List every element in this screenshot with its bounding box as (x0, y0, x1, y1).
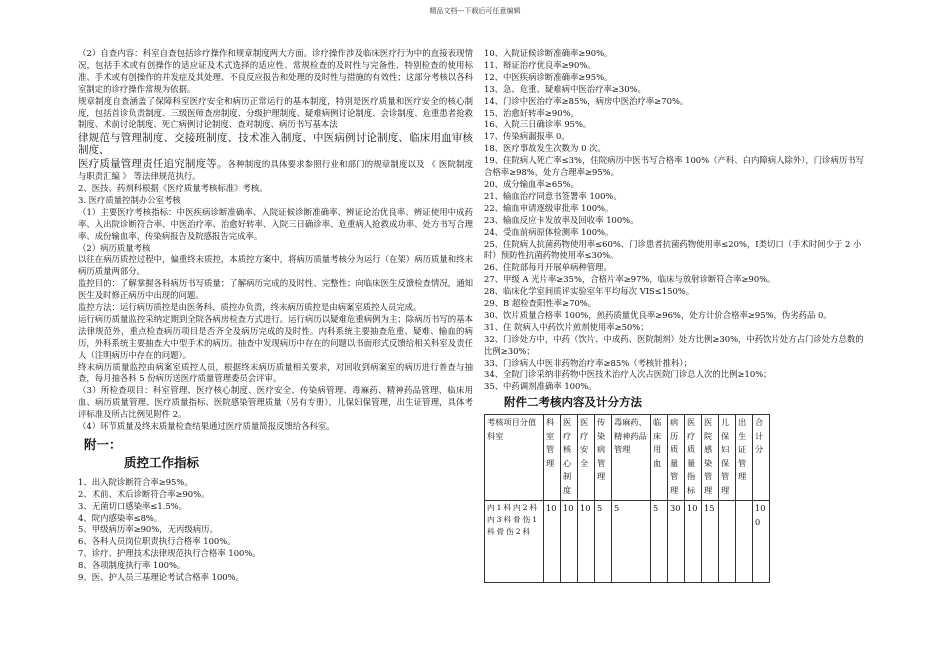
table-header-cell: 医院感染管理 (702, 415, 719, 501)
list-item: 27、甲级 A 光片率≥35%，合格片率≥97%，临床与放射诊断符合率≥90%。 (484, 274, 776, 285)
page-header: 精品文档---下载后可任意编辑 (429, 7, 521, 15)
table-cell: 5 (651, 501, 668, 583)
paragraph: 监控方法：运行病历质控是由医务科、质控办负责，终末病历质控是由病案室质控人员完成。 (78, 302, 422, 313)
list-item: 16、入院三日确诊率 95%。 (484, 119, 592, 130)
list-item: 28、临床化学室间质评实验室年平均每次 VIS≤150%。 (484, 286, 695, 297)
table-header-cell: 病历质量管理 (668, 415, 685, 501)
paragraph-large: 医疗质量管理责任追究制度等。 (78, 158, 228, 171)
paragraph: 3. 医疗质量控制办公室考核 (78, 194, 181, 205)
list-item: 25、住院病人抗菌药物使用率≤60%、门诊患者抗菌药物使用率≤20%，Ⅰ类切口（手术时间少于 2 小时）预防性抗菌药物使用率≤30%。 (484, 238, 862, 261)
list-item: 26、住院部每月开展单病种管理。 (484, 262, 612, 273)
list-item: 29、B 超检查阳性率≥70%。 (484, 298, 597, 309)
paragraph: 规章制度自查涵盖了保障科室医疗安全和病历正常运行的基本制度，特别是医疗质量和医疗安全的核心制度，包括首诊负责制度、三级医师查房制度、分级护理制度、疑难病例讨论制度、会诊制度、危重患者抢救制度、术前讨论制度、死亡病例讨论制度、查对制度、病历书写基本法 (78, 95, 473, 130)
list-item: 9、医、护人员三基理论考试合格率 100%。 (78, 572, 244, 583)
paragraph: （2）自查内容：科室自查包括诊疗操作和规章制度两大方面。诊疗操作涉及临床医疗行为中的直接表现情况，包括手术或有创操作的适应证及术式选择的适应性、常规检查的及时性与完备性、特别检查的使用标准、手术或有创操作的并发症及其处理、不良反应报告和处理的及时性与措施的有效性；这部分考核以各科室制定的诊疗操作常规为依据。 (78, 48, 473, 94)
table-cell: 10 (561, 501, 578, 583)
qc-title: 质控工作指标 (124, 454, 200, 470)
table-cell: 15 (702, 501, 719, 583)
list-item: 31、住 院病人中药饮片煎剂使用率≥50%； (484, 321, 649, 332)
paragraph: 2、医技、药剂科根据《医疗质量考核标准》考核。 (78, 182, 268, 193)
table-cell (719, 501, 736, 583)
right-column (484, 48, 864, 583)
list-item: 8、各项制度执行率 100%。 (78, 560, 186, 571)
list-item: 32、门诊处方中，中药（饮片、中成药、医院制剂）处方比例≥30%，中药饮片处方占门诊处方总数的比例≥30%； (484, 333, 864, 356)
list-item: 24、受血前病原体检测率 100%。 (484, 226, 614, 237)
list-item: 20、成分输血率≥65%。 (484, 178, 579, 189)
table-header-cell: 毒麻药、精神药品管理 (612, 415, 651, 501)
table-cell: 10 (544, 501, 561, 583)
list-item: 12、中医疾病诊断准确率≥95%。 (484, 71, 613, 82)
table-header-cell: 出生证管理 (736, 415, 753, 501)
list-item: 13、急、危重、疑难病中医治疗率≥30%。 (484, 83, 646, 94)
table-cell: 内1科内2科内3科骨伤1科骨伤2科 (485, 501, 544, 583)
list-item: 21、输血治疗同意书签署率 100%。 (484, 190, 622, 201)
list-item: 22、输血申请逐级审批率 100%。 (484, 202, 614, 213)
table-header-row (485, 415, 770, 501)
list-item: 3、无菌切口感染率≤1.5%。 (78, 500, 187, 511)
table-cell: 30 (668, 501, 685, 583)
list-item: 30、饮片质量合格率 100%，煎药质量优良率≥96%，处方计价合格率≥95%，伪劣药品 0。 (484, 309, 832, 320)
annex2-heading: 附件二考核内容及计分方法 (504, 395, 642, 410)
paragraph: 运行病历质量监控采纳定期到全院各病房检查方式进行。运行病历以疑难危重病例为主；除病历书写的基本法律规范外，重点检查病历项目是否齐全及病历完成的及时性。内科系统主要抽查危重、疑难、输血的病历，外科系统主要抽查大中型手术的病历。抽查中发现病历中存在的问题以书面形式反馈给相关科室及责任人（注明病历中存在的问题）。 (78, 313, 473, 360)
table-cell: 5 (612, 501, 651, 583)
table-header-cell: 传染病管理 (595, 415, 612, 501)
paragraph: 监控目的：了解掌握各科病历书写质量；了解病历完成的及时性、完整性；向临床医生反馈检查情况，通知医生及时修正病历中出现的问题。 (78, 278, 473, 301)
list-item: 17、传染病漏报率 0。 (484, 131, 570, 142)
paragraph: （4）环节质量及终末质量检查结果通过医疗质量简报反馈给各科室。 (78, 421, 335, 432)
list-item: 15、治愈好转率≥90%。 (484, 107, 579, 118)
list-item: 10、入院证候诊断准确率≥90%。 (484, 48, 613, 58)
score-table (484, 414, 770, 583)
paragraph: （3）所检查项目：科室管理、医疗核心制度、医疗安全、传染病管理、毒麻药、精神药品管理、临床用血、病历质量管理、医疗质量指标、医院感染管理质量（另有专册），儿保妇保管理，出生证管理，具体考评标准及所占比例见附件 2。 (78, 385, 473, 420)
list-item: 2、术前、术后诊断符合率≥90%。 (78, 488, 210, 499)
table-row (485, 501, 770, 583)
list-item: 19、住院病人死亡率≤3%，住院病历中医书写合格率 100%（产科、白内障病人除外），门诊病历书写合格率≥98%，处方合理率≥95%。 (484, 155, 864, 178)
table-cell (736, 501, 753, 583)
paragraph: （1）主要医疗考核指标：中医疾病诊断准确率、入院证候诊断准确率、辨证论治优良率、辨证使用中成药率、入出院诊断符合率、中医治疗率、治愈好转率、入院三日确诊率、危重病人抢救成功率、处方书写合理率、成份输血率、传染病报告及院感报告完成率。 (78, 206, 473, 241)
table-header-cell: 科室管理 (544, 415, 561, 501)
list-item: 4、院内感染率≤8%。 (78, 512, 163, 523)
table-header-cell: 临床用血 (651, 415, 668, 501)
paragraph-tail: 各种制度的具体要求参照行业和部门的规章制度以及 《 医院制度与职责汇编 》 等法律规范执行。 (78, 159, 474, 182)
table-cell: 5 (595, 501, 612, 583)
list-item: 33、门诊病人中医非药物治疗率≥85%（考核针推科）； (484, 357, 692, 368)
table-header-cell: 合计分 (753, 415, 770, 501)
table-header-cell: 考核项目分值科室 (485, 415, 544, 501)
list-item: 7、诊疗、护理技术法律规范执行合格率 100%。 (78, 548, 261, 559)
paragraph: 终末病历质量监控由病案室质控人员，根据终末病历质量相关要求，对回收到病案室的病历进行普查与抽查，每月抽各科 5 份病历送医疗质量管理委员会评审。 (78, 361, 473, 384)
table-header-cell: 医疗核心制度 (561, 415, 578, 501)
paragraph (78, 159, 473, 183)
list-item: 35、中药调剂准确率 100%。 (484, 381, 597, 392)
table-cell: 100 (753, 501, 770, 583)
left-column (78, 48, 473, 584)
list-item: 11、辩证治疗优良率≥90%。 (484, 59, 596, 70)
list-item: 5、甲级病历率≥90%，无丙级病历。 (78, 524, 218, 535)
list-item: 18、医疗事故发生次数为 0 次。 (484, 143, 606, 154)
annex1-heading: 附一： (84, 437, 122, 452)
table-header-cell: 医疗安全 (578, 415, 595, 501)
paragraph-large: 律规范与管理制度、交接班制度、技术准入制度、中医病例讨论制度、临床用血审核制度、 (78, 132, 473, 157)
list-item: 6、各科人员岗位职责执行合格率 100%。 (78, 536, 236, 547)
paragraph: 以往在病历质控过程中，偏重终末质控，本质控方案中，将病历质量考核分为运行（在架）病历质量和终末病历质量两部分。 (78, 254, 473, 277)
list-item: 14、门诊中医治疗率≥85%，病房中医治疗率≥70%。 (484, 95, 689, 106)
paragraph: （2）病历质量考核 (78, 242, 151, 253)
list-item: 1、出入院诊断符合率≥95%。 (78, 476, 193, 487)
table-header-cell: 儿保妇保管理 (719, 415, 736, 501)
table-cell: 10 (685, 501, 702, 583)
table-cell: 10 (578, 501, 595, 583)
list-item: 23、输血反应卡发放率及回收率 100%。 (484, 214, 639, 225)
list-item: 34、全院门诊采纳非药物中医技术治疗人次占医院门诊总人次的比例≥10%； (484, 369, 772, 380)
table-header-cell: 医疗质量指标 (685, 415, 702, 501)
